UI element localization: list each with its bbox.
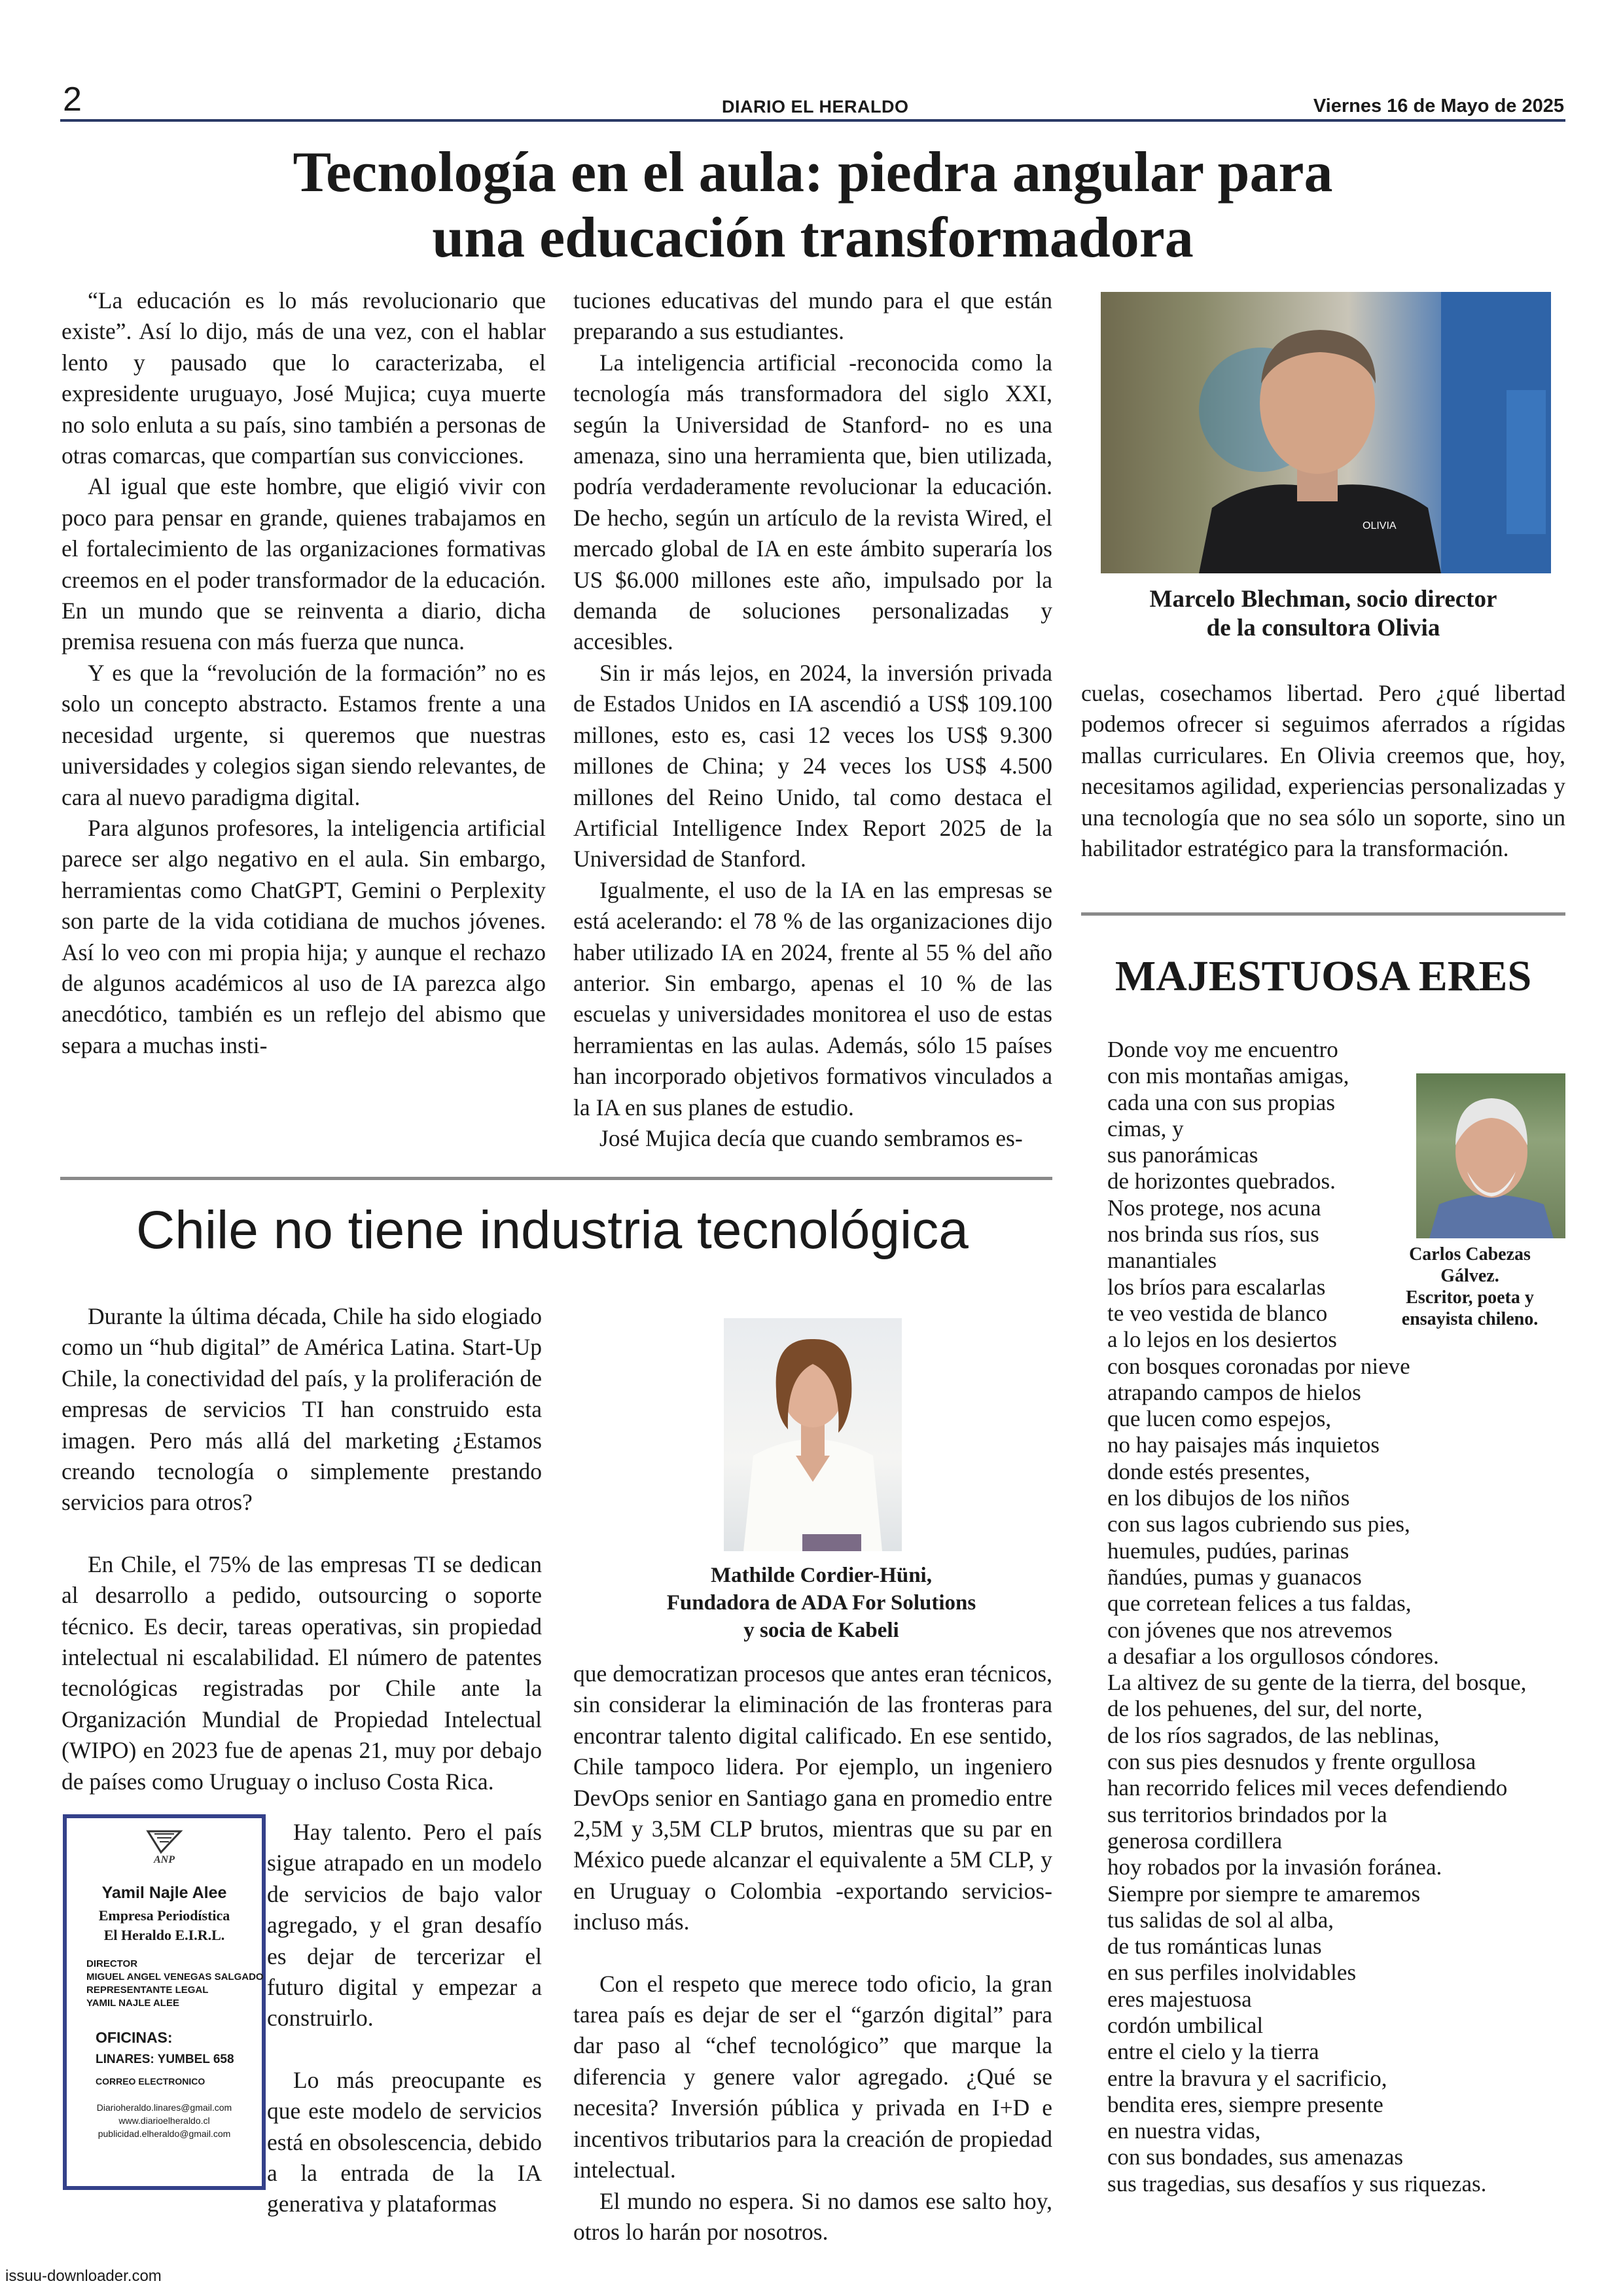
poem-line: Nos protege, nos acuna xyxy=(1107,1194,1321,1221)
poem-line: han recorrido felices mil veces defendiendo xyxy=(1107,1775,1508,1801)
photo-caption-blechman xyxy=(1081,585,1565,643)
photo-carlos-cabezas xyxy=(1416,1073,1565,1238)
poem-line: con jóvenes que nos atrevemos xyxy=(1107,1617,1393,1643)
paragraph: Sin ir más lejos, en 2024, la inversión privada de Estados Unidos en IA ascendió a US$ 109.100 millones, esto es, casi 12 veces los US$ 9.300 millones de China; y 24 veces los US$ 4.500 millones del Reino Unido, tal como destaca el Artificial Intelligence Index Report 2025 de la Universidad de Stanford. xyxy=(573,659,1052,872)
email-label: CORREO ELECTRONICO xyxy=(96,2076,205,2087)
paragraph: que democratizan procesos que antes eran técnicos, sin considerar la eliminación de las fronteras para encontrar talento digital calificado. En ese sentido, Chile tampoco lidera. Por ejemplo, un ingeniero DevOps senior en Santiago gana en promedio entre 2,5M y 3,5M CLP brutos, mientras que su par en México puede alcanzar el equivalente a 5M CLP, y en Uruguay o Colombia -exportando servicios- incluso más. xyxy=(573,1660,1052,1935)
masthead-box xyxy=(63,1814,266,2190)
caption-line: Carlos Cabezas xyxy=(1409,1244,1531,1265)
offices-label: OFICINAS: xyxy=(96,2029,173,2046)
caption-line: Mathilde Cordier-Hüni, xyxy=(711,1564,932,1587)
director-name: MIGUEL ANGEL VENEGAS SALGADO xyxy=(86,1971,264,1982)
poem-line: generosa cordillera xyxy=(1107,1827,1283,1854)
poem-line: sus tragedias, sus desafíos y sus riquezas. xyxy=(1107,2170,1487,2197)
paragraph: El mundo no espera. Si no damos ese salto hoy, otros lo harán por nosotros. xyxy=(573,2187,1052,2245)
poem-line: de los ríos sagrados, de las neblinas, xyxy=(1107,1722,1440,1748)
poem-line: con mis montañas amigas, xyxy=(1107,1063,1349,1089)
section-divider xyxy=(1081,912,1565,916)
anp-logo-icon xyxy=(141,1827,187,1864)
poem-line: con bosques coronadas por nieve xyxy=(1107,1353,1410,1379)
email-address: Diarioheraldo.linares@gmail.com xyxy=(96,2102,232,2113)
page-number: 2 xyxy=(63,81,82,118)
poem-line: atrapando campos de hielos xyxy=(1107,1379,1361,1405)
article1-column-1 xyxy=(62,285,546,1061)
photo-caption-cordier xyxy=(602,1562,1041,1644)
header-rule xyxy=(60,119,1565,122)
poem-line: los bríos para escalarlas xyxy=(1107,1274,1326,1300)
section-divider xyxy=(60,1177,1052,1180)
representative-name: YAMIL NAJLE ALEE xyxy=(86,1998,179,2009)
paragraph: Para algunos profesores, la inteligencia artificial parece ser algo negativo en el aula. Sin embargo, herramientas como ChatGPT, Gemini o Perplexity son parte de la vida cotidiana de muchos jóvenes. Así lo veo con mi propia hija; y aunque el rechazo de algunos académicos al uso de IA parezca algo anecdótico, también es un reflejo del abismo que separa a muchas insti- xyxy=(62,814,546,1058)
paragraph: La inteligencia artificial -reconocida como la tecnología más transformadora del siglo XXI, según la Universidad de Stanford- no es una amenaza, sino una herramienta que, bien utilizada, podría verdaderamente revolucionar la educación. De hecho, según un artículo de la revista Wired, el mercado global de IA en este ámbito superaría los US $6.000 millones este año, impulsado por la demanda de soluciones personalizadas y accesibles. xyxy=(573,349,1052,655)
masthead-company: Empresa Periodística xyxy=(98,1907,230,1924)
poem-line: sus panorámicas xyxy=(1107,1142,1258,1168)
poem-line: ñandúes, pumas y guanacos xyxy=(1107,1564,1362,1590)
poem-line: a desafiar a los orgullosos cóndores. xyxy=(1107,1643,1439,1669)
poem-line: manantiales xyxy=(1107,1247,1217,1274)
poem-line: hoy robados por la invasión foránea. xyxy=(1107,1854,1442,1880)
poem-author-caption xyxy=(1374,1244,1565,1330)
poem-line: donde estés presentes, xyxy=(1107,1458,1311,1484)
poem-line: en sus perfiles inolvidables xyxy=(1107,1960,1357,1986)
poem-line: de horizontes quebrados. xyxy=(1107,1168,1336,1194)
paragraph: cuelas, cosechamos libertad. Pero ¿qué libertad podemos ofrecer si seguimos aferrados a rígidas mallas curriculares. En Olivia creemos que, hoy, necesitamos agilidad, experiencias personalizadas y una tecnología que no sea sólo un soporte, sino un habilitador estratégico para la transformación. xyxy=(1081,680,1565,862)
portrait-illustration xyxy=(1416,1073,1565,1238)
poem-line: de tus románticas lunas xyxy=(1107,1933,1322,1960)
caption-line: Marcelo Blechman, socio director xyxy=(1149,586,1497,613)
masthead-company: El Heraldo E.I.R.L. xyxy=(103,1927,225,1943)
email-address: publicidad.elheraldo@gmail.com xyxy=(98,2128,231,2139)
paragraph: José Mujica decía que cuando sembramos es- xyxy=(599,1124,1023,1151)
issue-date: Viernes 16 de Mayo de 2025 xyxy=(1313,96,1564,117)
poem-line: entre el cielo y la tierra xyxy=(1107,2039,1319,2065)
logo-text: ANP xyxy=(154,1854,175,1864)
portrait-illustration xyxy=(1101,292,1551,573)
poem-title: MAJESTUOSA ERES xyxy=(1115,952,1532,1000)
poem-line: cordón umbilical xyxy=(1107,2012,1264,2038)
article1-column-3 xyxy=(1081,678,1565,864)
paragraph: Al igual que este hombre, que eligió vivir con poco para pensar en grande, quienes trabajamos en el fortalecimiento de las organizaciones formativas creemos en el poder transformador de la educación. En un mundo que se reinventa a diario, dicha premisa resuena con más fuerza que nunca. xyxy=(62,473,546,655)
poem-line: Siempre por siempre te amaremos xyxy=(1107,1880,1421,1907)
caption-line: Gálvez. xyxy=(1440,1266,1499,1286)
poem-line: te veo vestida de blanco xyxy=(1107,1300,1328,1326)
caption-line: de la consultora Olivia xyxy=(1206,615,1440,641)
poem-line: con sus bondades, sus amenazas xyxy=(1107,2144,1403,2170)
website: www.diarioelheraldo.cl xyxy=(118,2115,210,2126)
paragraph: Y es que la “revolución de la formación” no es solo un concepto abstracto. Estamos frente a una necesidad urgente, si queremos que nuestras universidades y colegios sigan siendo relevantes, de cara al nuevo paradigma digital. xyxy=(62,659,546,810)
poem-line: a lo lejos en los desiertos xyxy=(1107,1327,1337,1353)
masthead-owner: Yamil Najle Alee xyxy=(101,1884,227,1902)
paragraph: Con el respeto que merece todo oficio, la gran tarea país es dejar de ser el “garzón digital” para dar paso al “chef tecnológico” que marque la diferencia y genere valor agregado. ¿Qué se necesita? Inversión pública y privada en I+D e incentivos tributarios para la creación de propiedad intelectual. xyxy=(573,1970,1052,2183)
poem-line: cada una con sus propias xyxy=(1107,1089,1335,1115)
caption-line: y socia de Kabeli xyxy=(743,1619,899,1642)
photo-mathilde-cordier xyxy=(724,1318,902,1551)
paragraph: Lo más preocupante es que este modelo de servicios está en obsolescencia, debido a la entrada de la IA generativa y plataformas xyxy=(267,2066,542,2217)
offices-value: LINARES: YUMBEL 658 xyxy=(96,2053,234,2066)
headline-tecnologia xyxy=(60,140,1565,271)
poem-line: en nuestra vidas, xyxy=(1107,2118,1261,2144)
headline-line-2: una educación transformadora xyxy=(432,206,1194,270)
poem-line: que corretean felices a tus faldas, xyxy=(1107,1590,1412,1617)
paragraph: Durante la última década, Chile ha sido elogiado como un “hub digital” de América Latina. Start-Up Chile, la conectividad del país, y la proliferación de empresas de servicios TI han construido esta imagen. Pero más allá del marketing ¿Estamos creando tecnología o simplemente prestando servicios para otros? xyxy=(62,1303,542,1516)
article2-column-2 xyxy=(267,1817,542,2220)
shirt-logo-text: OLIVIA xyxy=(1363,520,1397,531)
article2-column-3 xyxy=(573,1659,1052,2248)
headline-line-1: Tecnología en el aula: piedra angular para xyxy=(293,141,1333,204)
poem-line: en los dibujos de los niños xyxy=(1107,1485,1350,1511)
poem-line: Donde voy me encuentro xyxy=(1107,1037,1338,1062)
photo-marcelo-blechman xyxy=(1101,292,1551,573)
article1-column-2 xyxy=(573,285,1052,1154)
portrait-illustration xyxy=(724,1318,902,1551)
representative-label: REPRESENTANTE LEGAL xyxy=(86,1984,209,1996)
poem-line: entre la bravura y el sacrificio, xyxy=(1107,2065,1387,2091)
poem-line: sus territorios brindados por la xyxy=(1107,1801,1387,1827)
poem-line: que lucen como espejos, xyxy=(1107,1406,1332,1432)
headline-chile: Chile no tiene industria tecnológica xyxy=(136,1200,969,1260)
paragraph: En Chile, el 75% de las empresas TI se dedican al desarrollo a pedido, outsourcing o soporte técnico. Es decir, tareas operativas, sin propiedad intelectual ni escalabilidad. El número de patentes tecnológicas registradas por Chile ante la Organización Mundial de Propiedad Intelectual (WIPO) en 2023 fue de apenas 21, muy por debajo de países como Uruguay o incluso Costa Rica. xyxy=(62,1551,542,1795)
poem-line: eres majestuosa xyxy=(1107,1986,1252,2012)
watermark-text: issuu-downloader.com xyxy=(5,2267,162,2285)
paragraph: Igualmente, el uso de la IA en las empresas se está acelerando: el 78 % de las organizaciones dijo haber utilizado IA en 2024, frente al 55 % del año anterior. Sin embargo, apenas el 10 % de las escuelas y universidades monitorea el uso de estas herramientas en las aulas. Además, sólo 15 países han incorporado objetivos formativos vinculados a la IA en sus planes de estudio. xyxy=(573,876,1052,1121)
poem-line: con sus pies desnudos y frente orgullosa xyxy=(1107,1749,1476,1775)
poem-line: tus salidas de sol al alba, xyxy=(1107,1907,1334,1933)
paragraph: tuciones educativas del mundo para el que están preparando a sus estudiantes. xyxy=(573,287,1052,345)
caption-line: Escritor, poeta y xyxy=(1406,1287,1534,1308)
poem-line: cimas, y xyxy=(1107,1115,1184,1141)
poem-line: de los pehuenes, del sur, del norte, xyxy=(1107,1696,1423,1722)
director-label: DIRECTOR xyxy=(86,1958,138,1969)
poem-line: no hay paisajes más inquietos xyxy=(1107,1432,1380,1458)
poem-line: huemules, pudúes, parinas xyxy=(1107,1537,1349,1564)
paragraph: Hay talento. Pero el país sigue atrapado en un modelo de servicios de bajo valor agregado, y el gran desafío es dejar de tercerizar el futuro digital y empezar a construirlo. xyxy=(267,1819,542,2032)
newspaper-name: DIARIO EL HERALDO xyxy=(722,97,909,117)
poem-line: bendita eres, siempre presente xyxy=(1107,2091,1383,2117)
anp-logo xyxy=(67,1827,262,1867)
article2-column-1 xyxy=(62,1301,542,1797)
caption-line: ensayista chileno. xyxy=(1401,1309,1539,1329)
poem-line: La altivez de su gente de la tierra, del bosque, xyxy=(1107,1670,1527,1696)
paragraph: “La educación es lo más revolucionario que existe”. Así lo dijo, más de una vez, con el hablar lento y pausado que lo caracterizaba, el expresidente uruguayo, José Mujica; cuya muerte no solo enluta a su país, sino también a personas de otras comarcas, que compartían sus convicciones. xyxy=(62,287,546,469)
poem-line: con sus lagos cubriendo sus pies, xyxy=(1107,1511,1410,1537)
poem-line: nos brinda sus ríos, sus xyxy=(1107,1221,1319,1247)
caption-line: Fundadora de ADA For Solutions xyxy=(666,1591,976,1615)
